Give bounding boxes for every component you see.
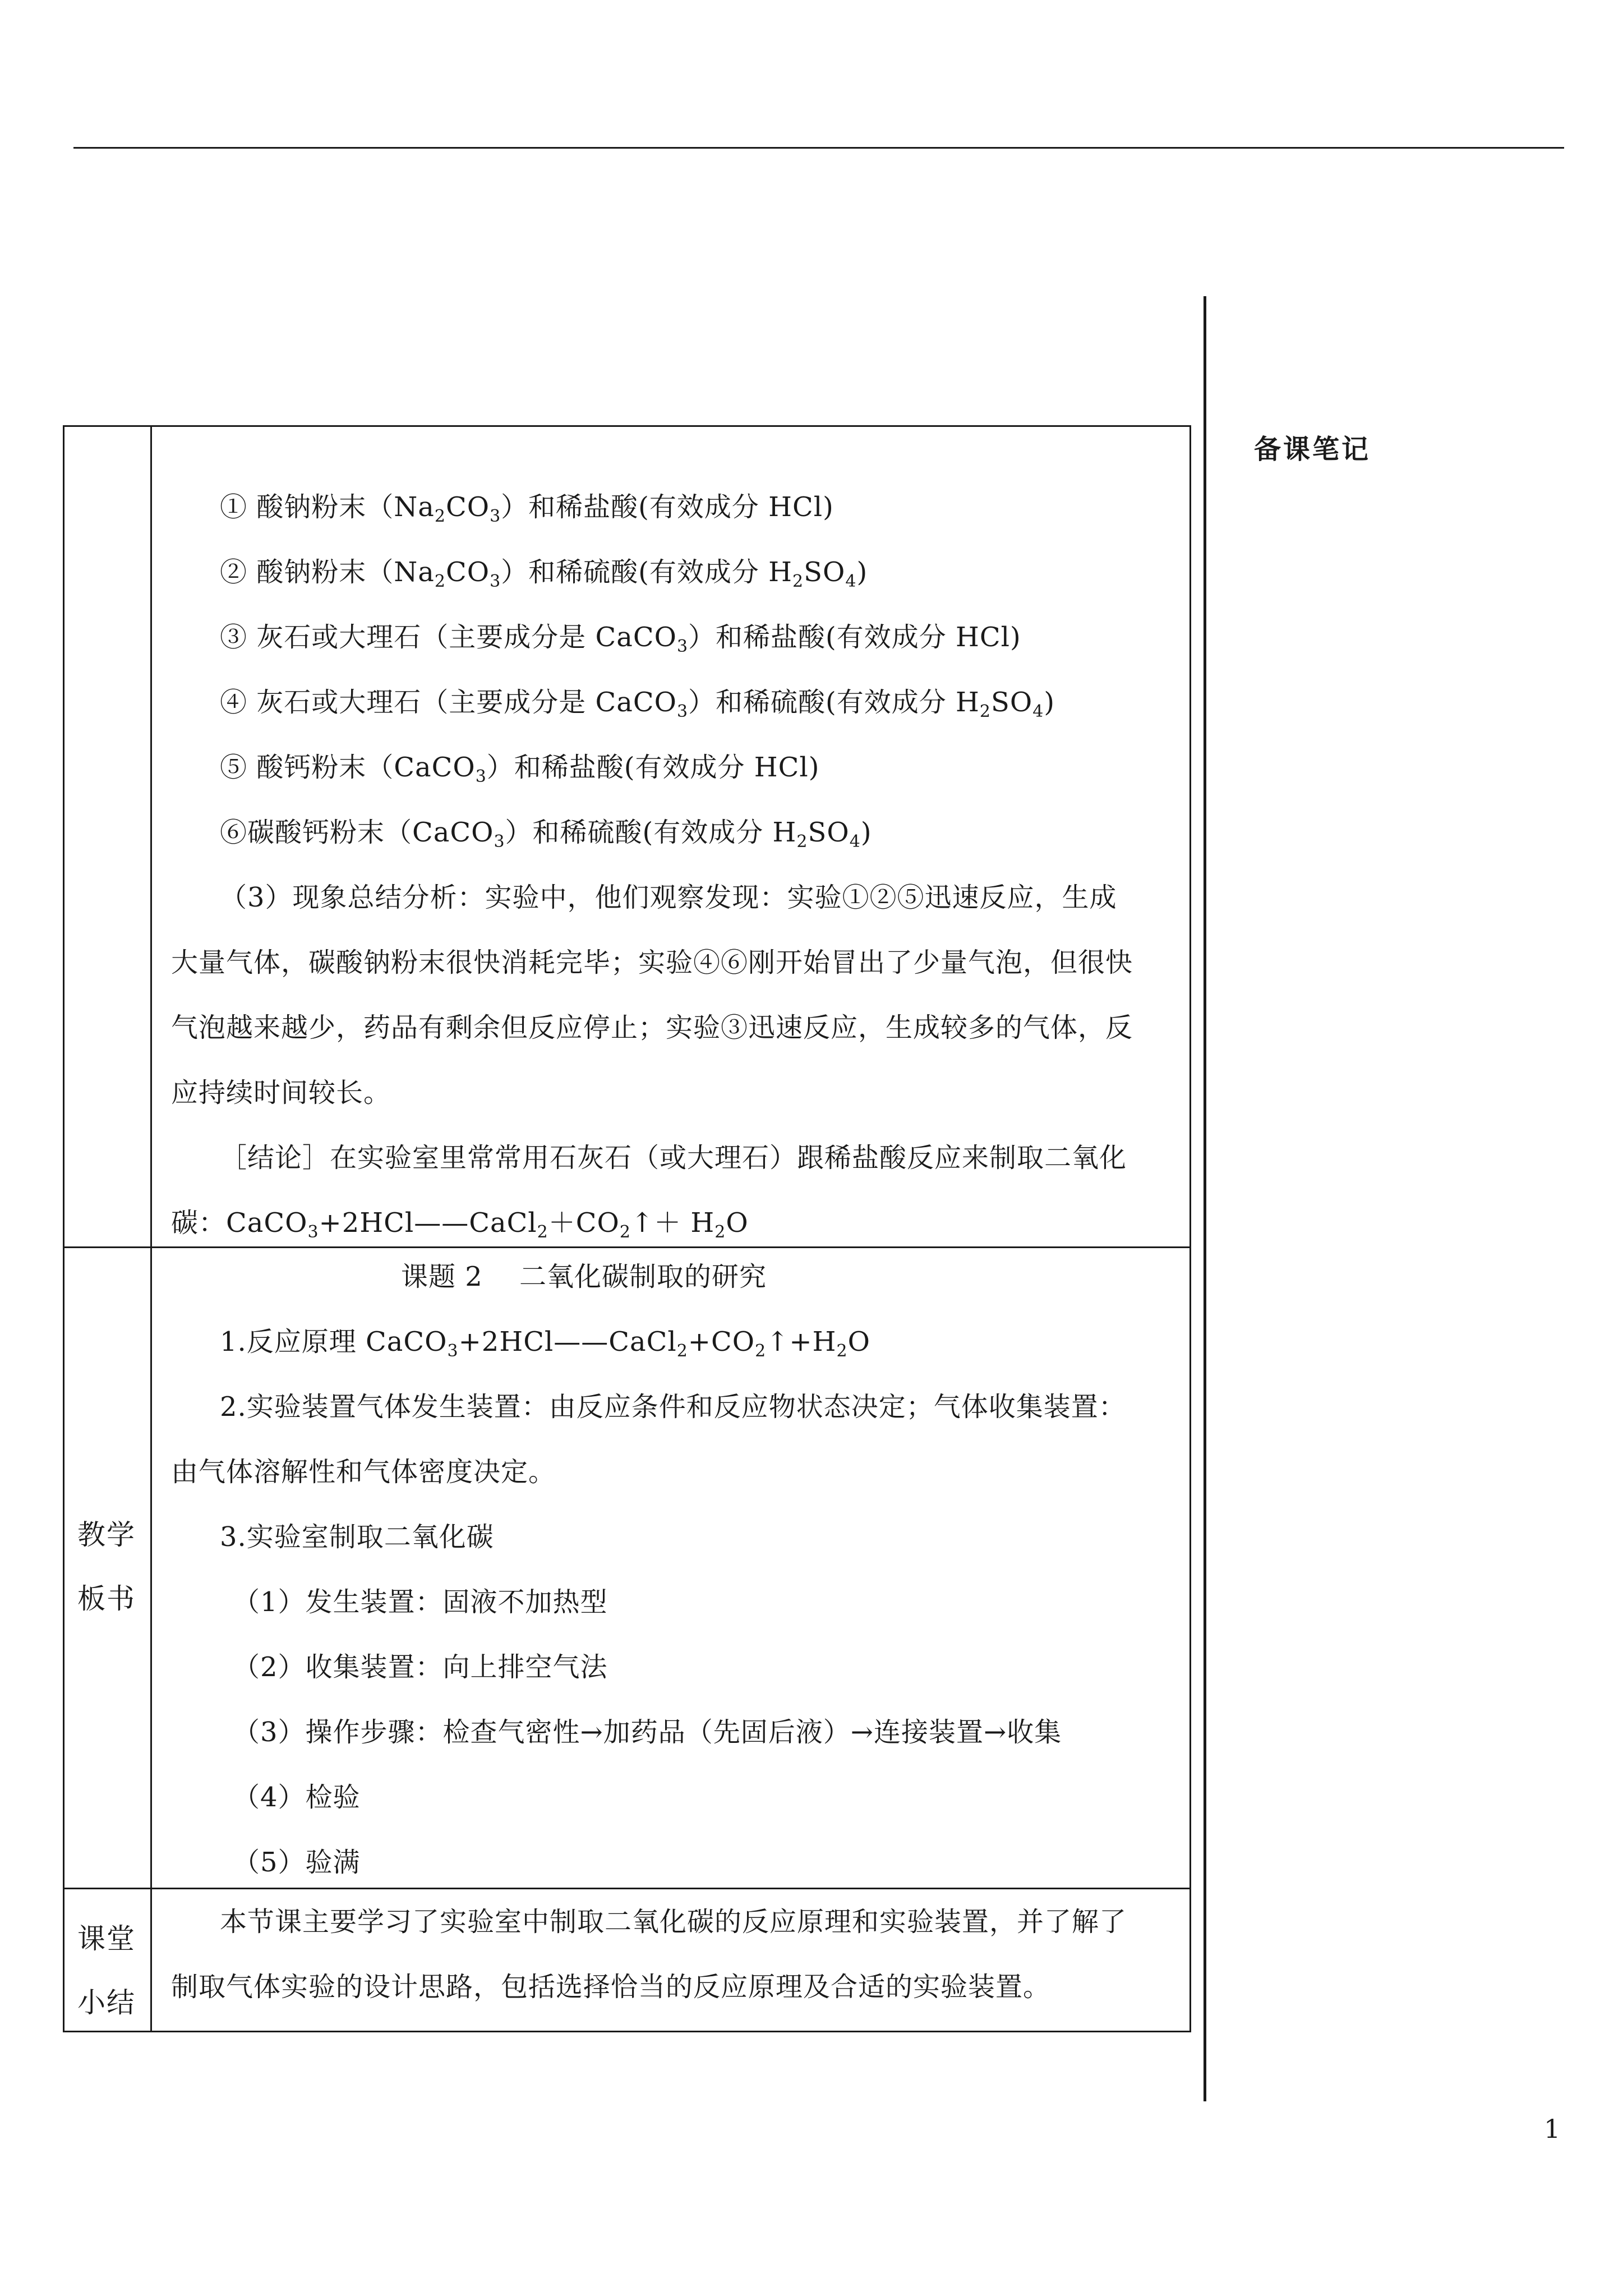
text-run: ）和稀盐酸(有效成分 HCl) — [501, 491, 834, 523]
text-run: 应持续时间较长。 — [171, 1077, 391, 1108]
text-run: +CO — [688, 1326, 755, 1358]
text-run: ③ 灰石或大理石（主要成分是 CaCO — [220, 622, 677, 653]
page-number: 1 — [1544, 2114, 1561, 2144]
subscript: 2 — [979, 702, 991, 721]
row2-line — [171, 1455, 556, 1489]
label-class-summary-line2: 小结 — [77, 1986, 136, 2019]
subscript: 3 — [676, 702, 689, 721]
text-run: 大量气体，碳酸钠粉末很快消耗完毕；实验④⑥刚开始冒出了少量气泡，但很快 — [171, 947, 1133, 978]
text-run: （5）验满 — [233, 1847, 361, 1878]
label-teaching-board-line1: 教学 — [77, 1519, 136, 1551]
text-run: ④ 灰石或大理石（主要成分是 CaCO — [220, 687, 677, 718]
row1-line — [220, 620, 1021, 654]
text-run: （4）检验 — [233, 1782, 361, 1813]
text-run: ［结论］在实验室里常常用石灰石（或大理石）跟稀盐酸反应来制取二氧化 — [220, 1142, 1127, 1174]
label-column-divider — [150, 425, 152, 2032]
text-run: 本节课主要学习了实验室中制取二氧化碳的反应原理和实验装置，并了解了 — [220, 1906, 1127, 1938]
text-run: ）和稀硫酸(有效成分 H — [688, 687, 980, 718]
text-run: ＋CO — [548, 1207, 620, 1239]
subscript: 3 — [475, 767, 487, 786]
text-run: +2HCl——CaCl — [458, 1326, 677, 1358]
subscript: 3 — [307, 1222, 319, 1242]
row2-line — [233, 1715, 1062, 1749]
text-run: ) — [860, 817, 872, 848]
text-run: 气泡越来越少，药品有剩余但反应停止；实验③迅速反应，生成较多的气体，反 — [171, 1012, 1133, 1043]
text-run: 碳：CaCO — [171, 1207, 308, 1239]
row1-line — [220, 816, 872, 852]
text-run: ）和稀硫酸(有效成分 H — [505, 817, 797, 848]
row1-line — [220, 881, 1117, 914]
subscript: 3 — [490, 572, 501, 591]
header-rule — [73, 147, 1564, 149]
text-run: 1.反应原理 CaCO — [220, 1326, 448, 1358]
text-run: O — [847, 1326, 870, 1358]
text-run: SO — [991, 687, 1033, 718]
text-run: ↑＋ H — [630, 1207, 715, 1239]
subscript: 2 — [792, 572, 804, 591]
subscript: 3 — [494, 832, 505, 852]
row1-line — [220, 685, 1055, 719]
text-run: ⑤ 酸钙粉末（CaCO — [220, 752, 476, 783]
row1-line — [171, 1011, 1133, 1045]
row3-line — [220, 1905, 1127, 1939]
row2-line — [233, 1846, 361, 1879]
text-run: CO — [445, 556, 490, 588]
label-teaching-board-line2: 板书 — [77, 1582, 136, 1615]
text-run: （1）发生装置：固液不加热型 — [233, 1586, 608, 1618]
label-class-summary-line1: 课堂 — [77, 1922, 136, 1955]
subscript: 2 — [434, 572, 446, 591]
subscript: 4 — [1032, 702, 1044, 721]
subscript: 4 — [849, 832, 861, 852]
row1-line — [171, 1206, 749, 1240]
subscript: 2 — [836, 1341, 848, 1361]
text-run: ⑥碳酸钙粉末（CaCO — [220, 817, 494, 848]
subscript: 2 — [537, 1222, 548, 1242]
subscript: 2 — [434, 507, 446, 526]
row2-line — [220, 1325, 870, 1359]
text-run: ↑+H — [766, 1326, 837, 1358]
row2-line — [233, 1650, 608, 1684]
row1-line — [220, 490, 834, 524]
text-run: ) — [856, 556, 868, 588]
row1-line — [171, 1076, 391, 1110]
row3-line — [171, 1970, 1050, 2004]
row1-line — [220, 1141, 1127, 1175]
text-run: 由气体溶解性和气体密度决定。 — [171, 1456, 556, 1488]
text-run: 制取气体实验的设计思路，包括选择恰当的反应原理及合适的实验装置。 — [171, 1971, 1051, 2003]
notes-column-divider — [1204, 296, 1206, 2101]
subscript: 2 — [619, 1222, 631, 1242]
subscript: 4 — [845, 572, 857, 591]
text-run: SO — [804, 556, 846, 588]
text-run: ）和稀盐酸(有效成分 HCl) — [688, 622, 1021, 653]
row1-line — [220, 555, 868, 589]
row-divider-2 — [63, 1888, 1191, 1889]
subscript: 3 — [490, 507, 501, 526]
text-run: （2）收集装置：向上排空气法 — [233, 1651, 608, 1683]
row2-line — [220, 1520, 494, 1554]
text-run: ① 酸钠粉末（Na — [220, 491, 435, 523]
text-run: ) — [1044, 687, 1055, 718]
subscript: 2 — [676, 1341, 688, 1361]
text-run: ）和稀硫酸(有效成分 H — [501, 556, 793, 588]
text-run: CO — [445, 491, 490, 523]
row2-line — [401, 1260, 767, 1294]
row2-line — [233, 1585, 608, 1619]
row1-line — [220, 751, 819, 784]
text-run: 2.实验装置气体发生装置：由反应条件和反应物状态决定；气体收集装置： — [220, 1391, 1126, 1423]
subscript: 2 — [796, 832, 808, 852]
row2-line — [233, 1780, 361, 1814]
text-run: SO — [808, 817, 850, 848]
subscript: 2 — [755, 1341, 767, 1361]
text-run: 课题 2 二氧化碳制取的研究 — [401, 1261, 767, 1292]
row-divider-1 — [63, 1246, 1191, 1248]
text-run: +2HCl——CaCl — [319, 1207, 537, 1239]
text-run: （3）现象总结分析：实验中，他们观察发现：实验①②⑤迅速反应，生成 — [220, 882, 1117, 913]
subscript: 2 — [714, 1222, 726, 1242]
subscript: 3 — [676, 637, 689, 656]
notes-title: 备课笔记 — [1254, 434, 1371, 465]
text-run: O — [726, 1207, 749, 1239]
text-run: （3）操作步骤：检查气密性→加药品（先固后液）→连接装置→收集 — [233, 1717, 1062, 1748]
row2-line — [220, 1390, 1126, 1424]
text-run: 3.实验室制取二氧化碳 — [220, 1521, 494, 1553]
text-run: ② 酸钠粉末（Na — [220, 556, 435, 588]
subscript: 3 — [447, 1341, 459, 1361]
text-run: ）和稀盐酸(有效成分 HCl) — [486, 752, 820, 783]
row1-line — [171, 946, 1133, 979]
